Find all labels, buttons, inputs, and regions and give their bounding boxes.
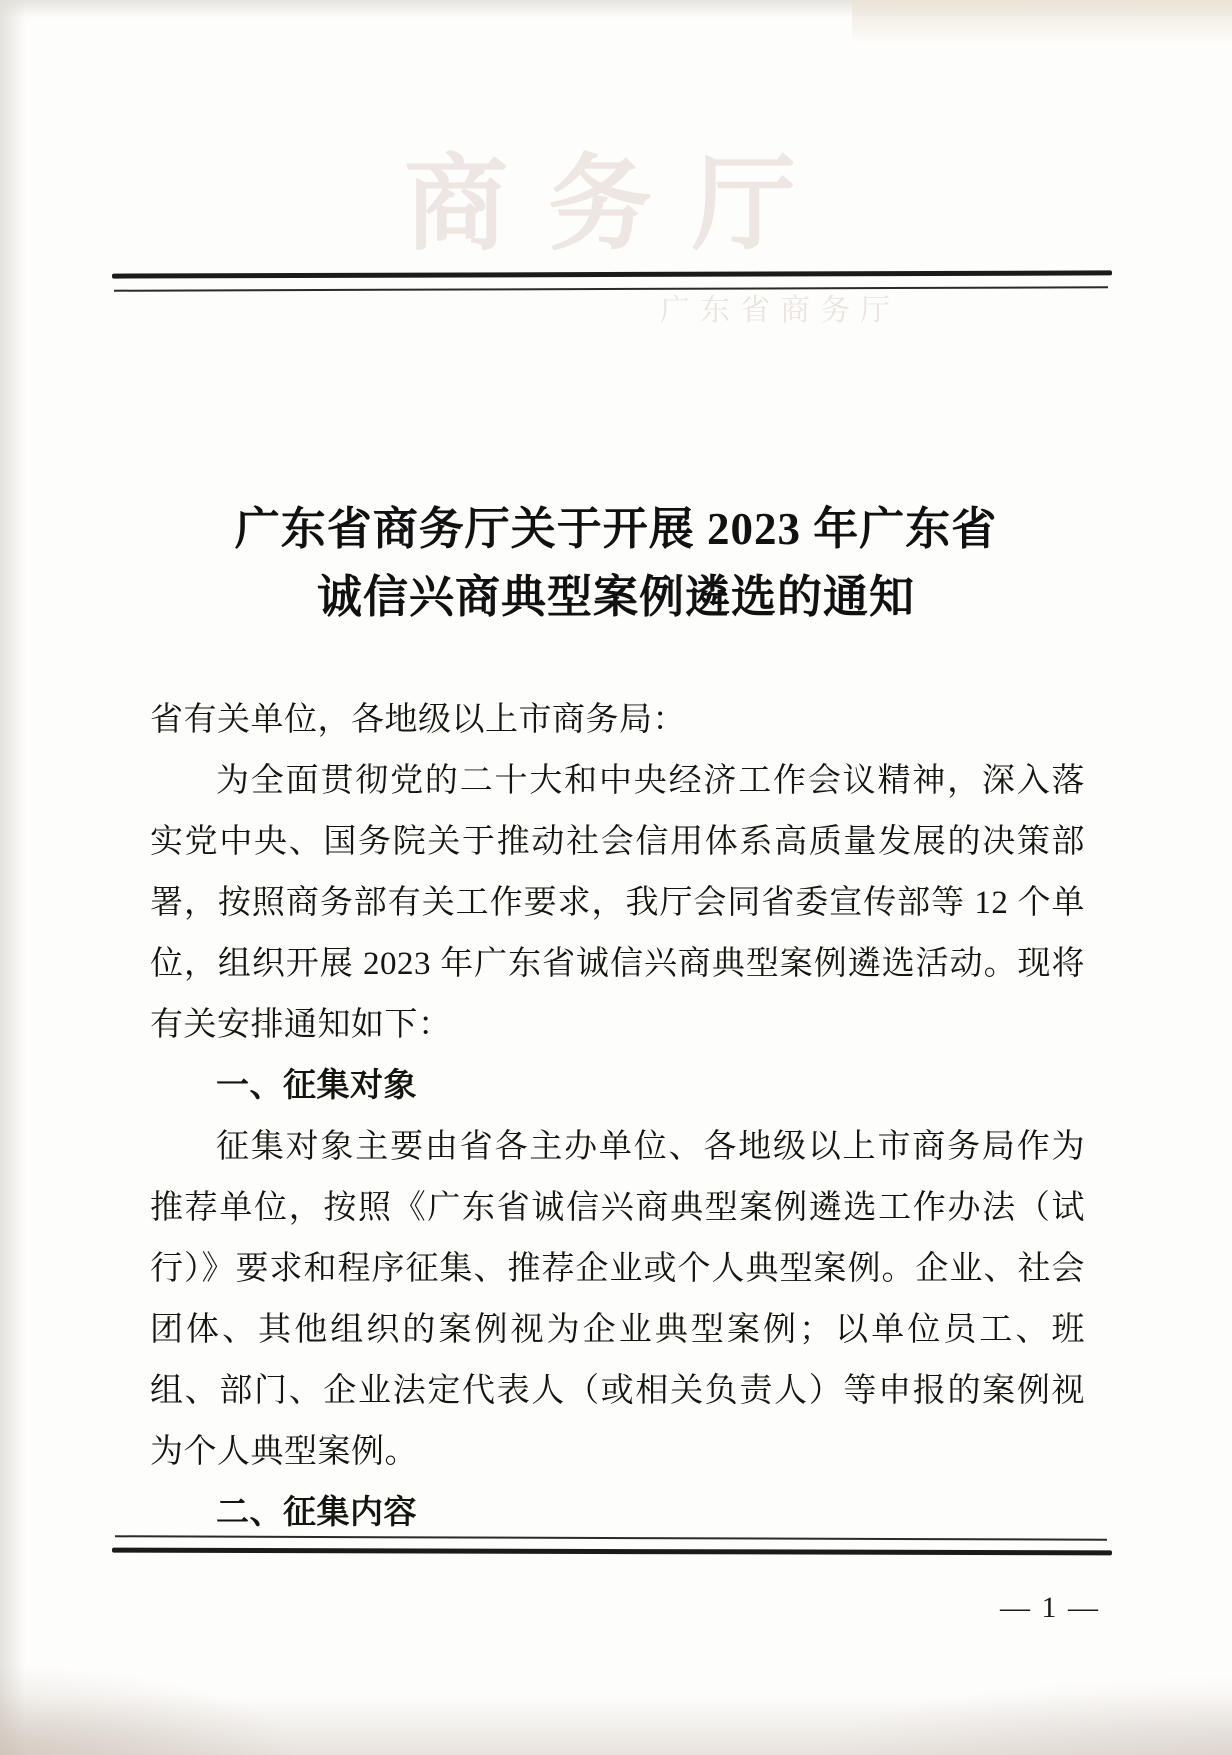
document-body: [150, 690, 1085, 1544]
scan-edge-shadow-left: [0, 0, 26, 1755]
section-heading-one: 一、征集对象: [216, 1068, 417, 1104]
scan-stain-bottom-left: [0, 1665, 300, 1755]
header-rule-thick: [112, 270, 1112, 278]
salutation-line: 省有关单位，各地级以上市商务局：: [150, 702, 686, 738]
page-title: [160, 495, 1072, 631]
scan-stain-bottom-right: [812, 1675, 1232, 1755]
header-divider-rule: [112, 272, 1112, 294]
body-paragraph-1: 为全面贯彻党的二十大和中央经济工作会议精神，深入落实党中央、国务院关于推动社会信用体系高质量发展的决策部署，按照商务部有关工作要求，我厅会同省委宣传部等 12 个单位，组织开展 2023 年广东省诚信兴商典型案例遴选活动。现将有关安排通知如下：: [150, 763, 1085, 1043]
footer-rule-thick: [112, 1548, 1112, 1556]
watermark-subtext: 广东省商务厅: [660, 294, 900, 327]
watermark-text: 商务厅: [403, 148, 836, 263]
section-heading-two: 二、征集内容: [216, 1495, 417, 1531]
footer-rule-thin: [115, 1535, 1107, 1540]
footer-divider-rule: [112, 1537, 1112, 1557]
page-title-line-2: 诚信兴商典型案例遴选的通知: [316, 572, 915, 622]
scan-edge-shadow-top: [0, 0, 1232, 18]
header-rule-thin: [114, 286, 1108, 291]
scan-edge-shadow-bottom: [0, 1695, 1232, 1755]
page-number: — 1 —: [1000, 1591, 1100, 1624]
page-title-line-1: 广东省商务厅关于开展 2023 年广东省: [234, 504, 998, 554]
body-paragraph-2: 征集对象主要由省各主办单位、各地级以上市商务局作为推荐单位，按照《广东省诚信兴商典型案例遴选工作办法（试行）》要求和程序征集、推荐企业或个人典型案例。企业、社会团体、其他组织的案例视为企业典型案例；以单位员工、班组、部门、企业法定代表人（或相关负责人）等申报的案例视为个人典型案例。: [150, 1129, 1085, 1470]
scan-edge-shadow-top-right: [852, 0, 1232, 44]
